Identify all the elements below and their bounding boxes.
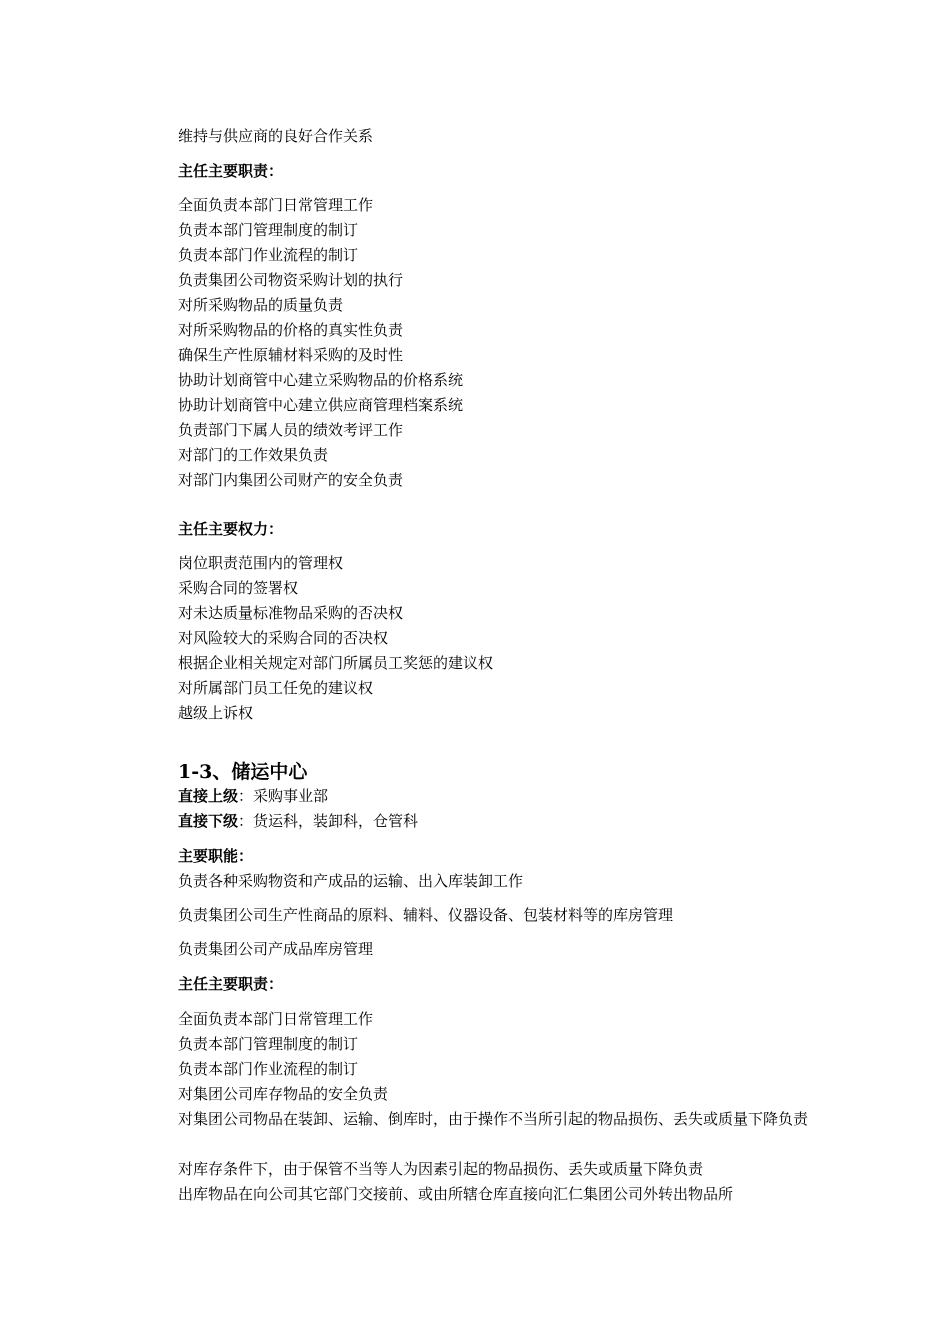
powers-heading: 主任主要权力： xyxy=(178,520,284,538)
list-item: 对库存条件下，由于保管不当等人为因素引起的物品损伤、丢失或质量下降负责 xyxy=(178,1160,704,1178)
list-item: 对所属部门员工任免的建议权 xyxy=(178,679,374,697)
list-item: 越级上诉权 xyxy=(178,704,254,722)
list-item: 对集团公司库存物品的安全负责 xyxy=(178,1085,389,1103)
list-item: 对风险较大的采购合同的否决权 xyxy=(178,629,389,647)
function-item: 负责各种采购物资和产成品的运输、出入库装卸工作 xyxy=(178,872,524,890)
section-duties-heading: 主任主要职责： xyxy=(178,975,284,993)
powers-list xyxy=(178,551,818,726)
list-item: 岗位职责范围内的管理权 xyxy=(178,554,344,572)
list-item: 确保生产性原辅材料采购的及时性 xyxy=(178,346,404,364)
intro-line: 维持与供应商的良好合作关系 xyxy=(178,127,374,145)
duties-list xyxy=(178,193,818,493)
section-duties-list xyxy=(178,1007,818,1207)
list-item: 负责部门下属人员的绩效考评工作 xyxy=(178,421,404,439)
functions-heading: 主要职能： xyxy=(178,847,254,865)
direct-superior-value: ：采购事业部 xyxy=(238,787,329,805)
direct-subordinate xyxy=(178,809,818,834)
duties-heading: 主任主要职责： xyxy=(178,162,284,180)
list-item: 负责集团公司物资采购计划的执行 xyxy=(178,271,404,289)
list-item: 协助计划商管中心建立采购物品的价格系统 xyxy=(178,371,464,389)
function-item: 负责集团公司生产性商品的原料、辅料、仪器设备、包装材料等的库房管理 xyxy=(178,906,674,924)
direct-subordinate-label: 直接下级 xyxy=(178,812,239,830)
list-item: 对集团公司物品在装卸、运输、倒库时，由于操作不当所引起的物品损伤、丢失或质量下降负责 xyxy=(178,1110,809,1128)
list-item: 全面负责本部门日常管理工作 xyxy=(178,1010,374,1028)
list-item: 负责本部门作业流程的制订 xyxy=(178,246,359,264)
list-item: 对部门内集团公司财产的安全负责 xyxy=(178,471,404,489)
list-item: 协助计划商管中心建立供应商管理档案系统 xyxy=(178,396,464,414)
direct-superior-label: 直接上级 xyxy=(178,787,239,805)
list-item: 采购合同的签署权 xyxy=(178,579,299,597)
direct-subordinate-value: ：货运科，装卸科，仓管科 xyxy=(238,812,419,830)
section-title: 1-3、储运中心 xyxy=(178,761,308,783)
list-item: 负责本部门管理制度的制订 xyxy=(178,221,359,239)
list-item: 对所采购物品的质量负责 xyxy=(178,296,344,314)
function-item: 负责集团公司产成品库房管理 xyxy=(178,940,374,958)
list-item: 对部门的工作效果负责 xyxy=(178,446,329,464)
list-item: 出库物品在向公司其它部门交接前、或由所辖仓库直接向汇仁集团公司外转出物品所 xyxy=(178,1185,734,1203)
list-item: 负责本部门作业流程的制订 xyxy=(178,1060,359,1078)
direct-superior xyxy=(178,784,818,809)
list-item: 根据企业相关规定对部门所属员工奖惩的建议权 xyxy=(178,654,494,672)
list-item: 对未达质量标准物品采购的否决权 xyxy=(178,604,404,622)
list-item: 全面负责本部门日常管理工作 xyxy=(178,196,374,214)
list-item: 负责本部门管理制度的制订 xyxy=(178,1035,359,1053)
list-item: 对所采购物品的价格的真实性负责 xyxy=(178,321,404,339)
